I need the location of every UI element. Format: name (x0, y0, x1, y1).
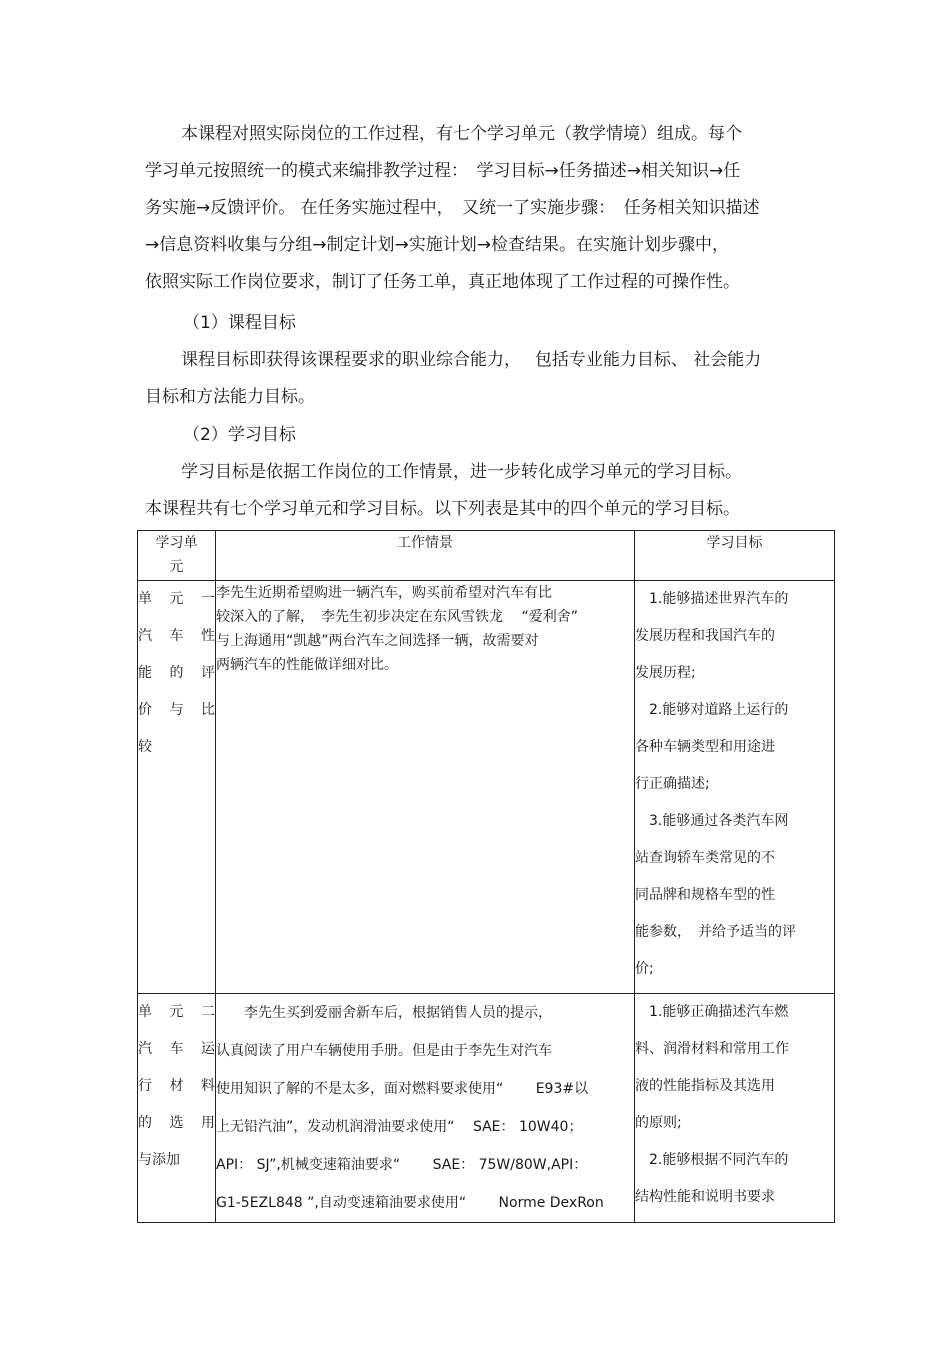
intro-line: →信息资料收集与分组→制定计划→实施计划→检查结果。在实施计划步骤中， (145, 235, 729, 255)
goal-cell: 1.能够正确描述汽车燃 料、润滑材料和常用工作 液的性能指标及其选用 的原则; 2.能够根据不同汽车的 结构性能和说明书要求 (635, 994, 835, 1223)
learning-goal-paragraph (145, 454, 810, 528)
section-heading-course-goal: （1）课程目标 (183, 313, 296, 333)
table-row (138, 994, 835, 1223)
intro-line: 依照实际工作岗位要求，制订了任务工单，真正地体现了工作过程的可操作性。 (145, 272, 740, 292)
header-work-scenario: 工作情景 (216, 531, 635, 581)
learning-units-table (137, 530, 835, 1223)
paragraph-line: 本课程共有七个学习单元和学习目标。以下列表是其中的四个单元的学习目标。 (145, 499, 740, 519)
header-learning-goal: 学习目标 (635, 531, 835, 581)
goal-cell: 1.能够描述世界汽车的 发展历程和我国汽车的 发展历程; 2.能够对道路上运行的 各种车辆类型和用途进 行正确描述; 3.能够通过各类汽车网 站查询轿车类常见的不 同品牌和规格车型的性 能参数， 并给予适当的评 价; (635, 581, 835, 994)
intro-paragraph (145, 116, 810, 301)
paragraph-line: 学习目标是依据工作岗位的工作情景，进一步转化成学习单元的学习目标。 (181, 462, 742, 482)
scenario-cell: 李先生买到爱丽舍新车后，根据销售人员的提示， 认真阅读了用户车辆使用手册。但是由于李先生对汽车 使用知识了解的不是太多，面对燃料要求使用“ E93#以 上无铅汽油”，发动机润滑油要求使用“ SAE： 10W40； API： SJ”,机械变速箱油要求“ SAE： 75W/80W,API： G1-5EZL848 ”,自动变速箱油要求使用“ Norme DexRon (216, 994, 635, 1223)
intro-line: 本课程对照实际岗位的工作过程，有七个学习单元（教学情境）组成。每个 (181, 124, 742, 144)
paragraph-line: 课程目标即获得该课程要求的职业综合能力， 包括专业能力目标、 社会能力 (181, 350, 762, 370)
unit-cell: 单 元 一 汽 车 性 能 的 评 价 与 比 较 (138, 581, 216, 994)
course-goal-paragraph (145, 342, 810, 416)
table-header-row (138, 531, 835, 581)
header-learning-unit: 学习单 元 (138, 531, 216, 581)
intro-line: 学习单元按照统一的模式来编排教学过程： 学习目标→任务描述→相关知识→任 (145, 161, 741, 181)
intro-line: 务实施→反馈评价。 在任务实施过程中， 又统一了实施步骤： 任务相关知识描述 (145, 198, 760, 218)
section-heading-learning-goal: （2）学习目标 (183, 425, 296, 445)
table-row (138, 581, 835, 994)
scenario-cell: 李先生近期希望购进一辆汽车，购买前希望对汽车有比 较深入的了解， 李先生初步决定在东风雪铁龙 “爱利舍” 与上海通用“凯越”两台汽车之间选择一辆，故需要对 两辆汽车的性能做详细对比。 (216, 581, 635, 994)
paragraph-line: 目标和方法能力目标。 (145, 387, 315, 407)
unit-cell: 单 元 二 汽 车 运 行 材 料 的 选 用 与添加 (138, 994, 216, 1223)
